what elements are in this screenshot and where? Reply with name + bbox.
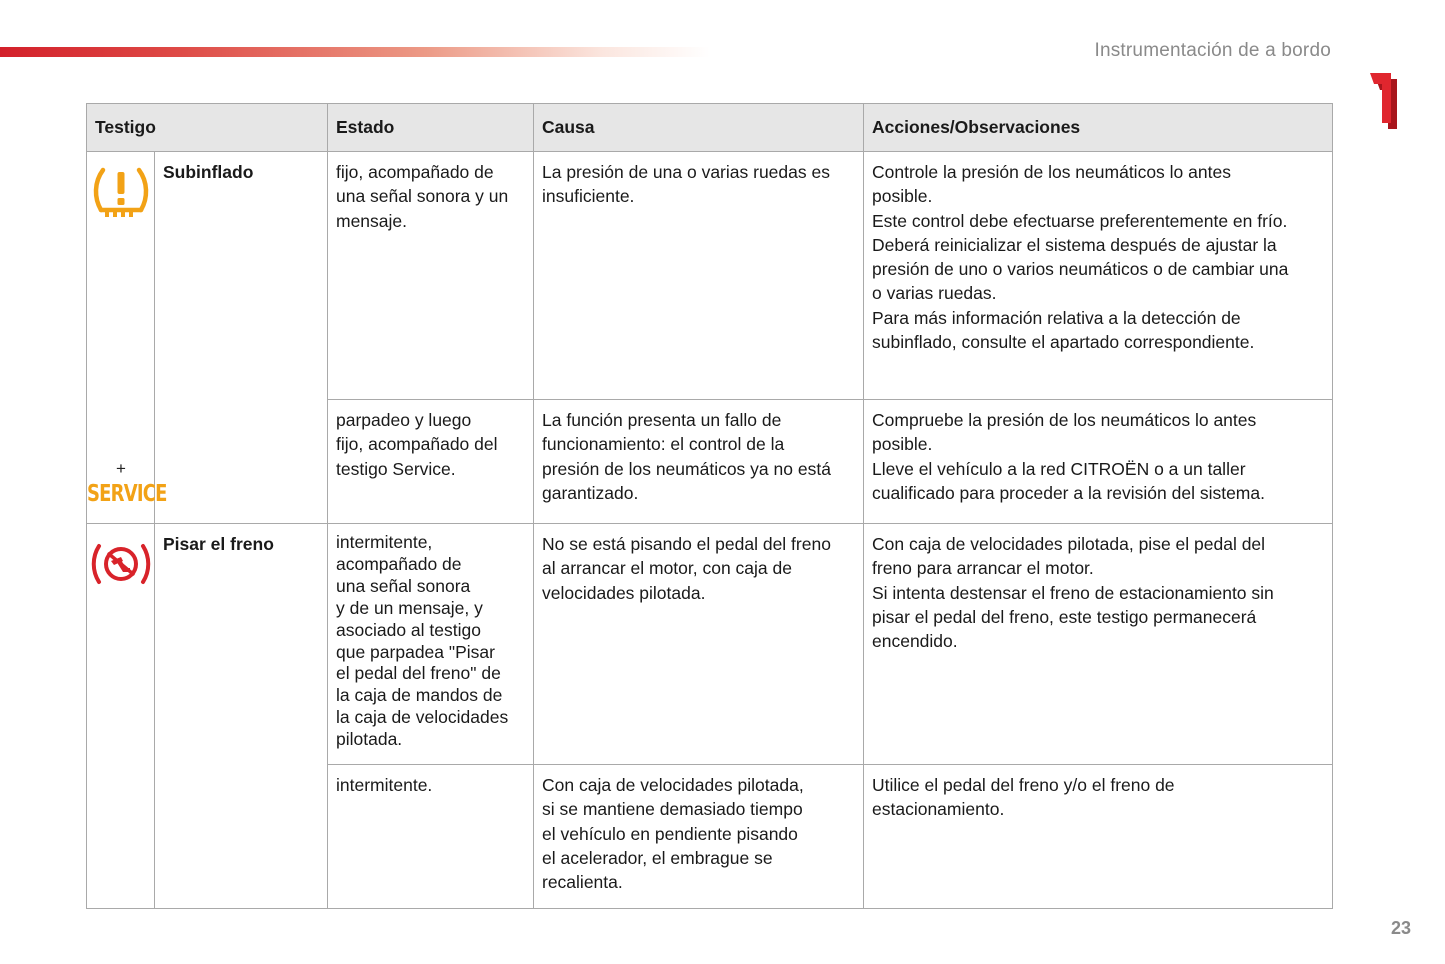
estado-cell	[328, 400, 534, 524]
estado-text: fijo, acompañado de una señal sonora y un mensaje.	[336, 162, 509, 231]
causa-text: Con caja de velocidades pilotada, si se mantiene demasiado tiempo el vehículo en pendiente pisando el acelerador, el embrague se recalienta.	[542, 775, 804, 893]
causa-cell	[534, 765, 864, 909]
press-brake-pedal-icon	[87, 540, 155, 594]
chapter-number-glyph	[1366, 68, 1406, 132]
plus-sign: +	[116, 459, 126, 478]
causa-text: La función presenta un fallo de funcionamiento: el control de la presión de los neumáticos ya no está garantizado.	[542, 410, 831, 503]
acciones-cell	[864, 765, 1333, 909]
header-accent-bar	[0, 47, 710, 57]
acciones-text: Controle la presión de los neumáticos lo antes posible. Este control debe efectuarse preferentemente en frío. Deberá reinicializar el sistema después de ajustar la presión de uno o varios neumáticos o de cambiar una o varias ruedas. Para más información relativa a la detección de subinflado, consulte el apartado correspondiente.	[872, 162, 1289, 353]
causa-text: La presión de una o varias ruedas es insuficiente.	[542, 162, 830, 207]
service-warning-icon: SERVICE	[87, 479, 167, 508]
acciones-text: Compruebe la presión de los neumáticos lo antes posible. Lleve el vehículo a la red CITROËN o a un taller cualificado para proceder a la revisión del sistema.	[872, 410, 1265, 503]
acciones-text: Con caja de velocidades pilotada, pise el pedal del freno para arrancar el motor. Si intenta destensar el freno de estacionamiento sin pisar el pedal del freno, este testigo permanecerá encendido.	[872, 534, 1274, 652]
acciones-cell	[864, 400, 1333, 524]
acciones-text: Utilice el pedal del freno y/o el freno de estacionamiento.	[872, 775, 1175, 820]
causa-cell	[534, 152, 864, 400]
subinflado-name-cell	[155, 152, 328, 524]
table-row	[87, 152, 1333, 400]
freno-name-cell	[155, 524, 328, 909]
header-estado: Estado	[328, 104, 534, 152]
header-causa: Causa	[534, 104, 864, 152]
table-header-row	[87, 104, 1333, 152]
estado-text: intermitente, acompañado de una señal sonora y de un mensaje, y asociado al testigo que parpadea "Pisar el pedal del freno" de la caja de mandos de la caja de velocidades pilotada.	[336, 532, 509, 750]
section-title: Instrumentación de a bordo	[1094, 40, 1331, 61]
causa-text: No se está pisando el pedal del freno al arrancar el motor, con caja de velocidades pilotada.	[542, 534, 831, 603]
acciones-cell	[864, 152, 1333, 400]
table-row	[87, 524, 1333, 765]
header-acciones: Acciones/Observaciones	[864, 104, 1333, 152]
tire-pressure-warning-icon	[87, 164, 155, 226]
estado-text: intermitente.	[336, 775, 433, 795]
subinflado-icon-cell	[87, 152, 167, 524]
freno-icon-cell	[87, 524, 155, 909]
warning-lights-table	[86, 103, 1333, 909]
chapter-number	[1366, 68, 1406, 132]
estado-cell	[328, 765, 534, 909]
acciones-cell	[864, 524, 1333, 765]
page-number: 23	[1390, 918, 1411, 938]
testigo-name: Subinflado	[163, 162, 254, 182]
service-indicator	[87, 457, 167, 508]
testigo-name: Pisar el freno	[163, 534, 274, 554]
causa-cell	[534, 400, 864, 524]
estado-cell	[328, 152, 534, 400]
estado-cell	[328, 524, 534, 765]
estado-text: parpadeo y luego fijo, acompañado del testigo Service.	[336, 410, 498, 479]
causa-cell	[534, 524, 864, 765]
header-testigo: Testigo	[87, 104, 328, 152]
